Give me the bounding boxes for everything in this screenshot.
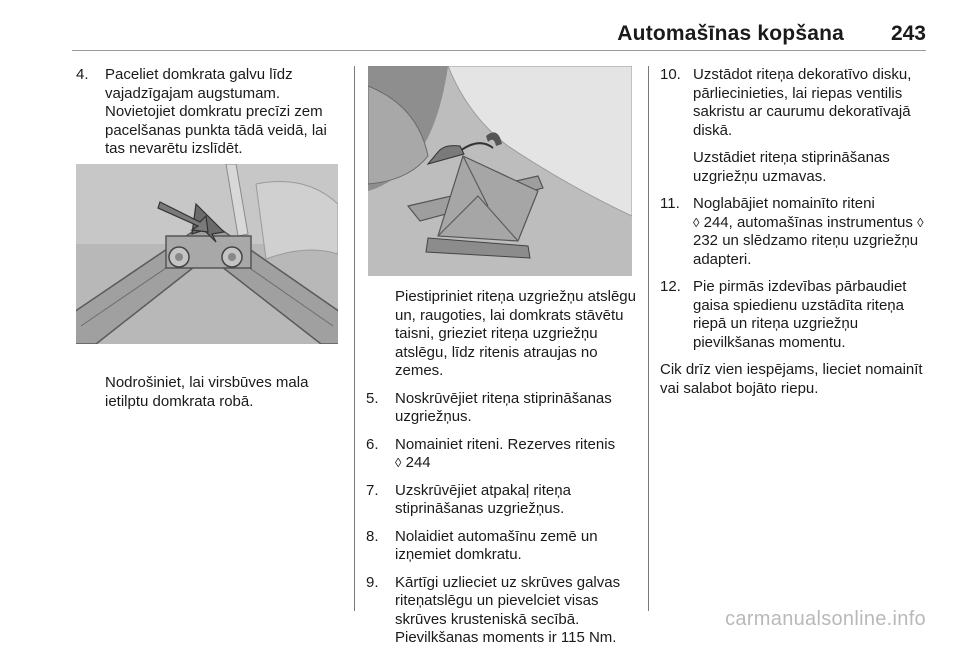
- step-number: 11.: [660, 195, 680, 212]
- step-number: 6.: [366, 435, 379, 453]
- step-number: 7.: [366, 481, 379, 499]
- step-number: 12.: [660, 278, 681, 295]
- step-text: Kārtīgi uzlieciet uz skrūves galvas riteņatslēgu un pievelciet visas skrūves krusteniskā secībā. Pievilkšanas moments ir 115 Nm.: [395, 573, 621, 646]
- jack-head-illustration: [76, 164, 338, 344]
- cross-reference-icon: ◊: [693, 214, 700, 230]
- step-text: Uzstādot riteņa dekoratīvo disku, pārliecinieties, lai riepas ventilis sakristu ar caurumu dekoratīvajā diskā.: [693, 66, 912, 139]
- column-3: [660, 66, 930, 407]
- column-1: [76, 66, 348, 168]
- column-2: [366, 288, 640, 657]
- cross-reference-icon: ◊: [917, 214, 924, 230]
- cross-reference-icon: ◊: [395, 455, 402, 470]
- step-text: Pie pirmās izdevības pārbaudiet gaisa spiedienu uzstādīta riteņa riepā un riteņa uzgriežņu pievilkšanas momentu.: [693, 278, 907, 351]
- column-divider: [354, 66, 355, 611]
- page-reference-link[interactable]: 244: [401, 454, 431, 471]
- step-number: 8.: [366, 527, 379, 545]
- step-8: [366, 528, 640, 565]
- step-12: [660, 278, 930, 352]
- step-9: [366, 574, 640, 648]
- page-header: [72, 22, 926, 50]
- step-number: 4.: [76, 66, 89, 83]
- step-text[interactable]: 244, automašīnas instrumentus: [699, 213, 918, 231]
- page-number: 243: [890, 22, 926, 45]
- step-11: [660, 195, 930, 269]
- jack-wrench-illustration: [368, 66, 632, 276]
- section-title: Automašīnas kopšana: [617, 22, 844, 45]
- closing-note: Cik drīz vien iespējams, lieciet nomainīt vai salabot bojāto riepu.: [660, 361, 923, 397]
- watermark: carmanualsonline.info: [725, 608, 926, 630]
- step-text: Nolaidiet automašīnu zemē un izņemiet domkratu.: [395, 527, 598, 563]
- step-text: Noskrūvējiet riteņa stiprināšanas uzgriežņus.: [395, 389, 612, 425]
- step-number: 5.: [366, 389, 379, 407]
- figure-caption: Piestipriniet riteņa uzgriežņu atslēgu un, raugoties, lai domkrats stāvētu taisni, grieziet riteņa uzgriežņu atslēgu, līdz ritenis atraujas no zemes.: [395, 288, 636, 379]
- step-text: Uzskrūvējiet atpakaļ riteņa stiprināšanas uzgriežņus.: [395, 481, 571, 517]
- step-number: 9.: [366, 573, 379, 591]
- step-5: [366, 390, 640, 427]
- step-text: Nomainiet riteni. Rezerves ritenis: [395, 435, 616, 453]
- step-text: Paceliet domkrata galvu līdz vajadzīgajam augstumam. Novietojiet domkratu precīzi zem pacelšanas punkta tādā veidā, lai tas nevarētu izslīdēt.: [105, 66, 327, 157]
- step-text: Noglabājiet nomainīto riteni: [693, 195, 875, 212]
- header-rule: [72, 50, 926, 51]
- column-divider: [648, 66, 649, 611]
- step-number: 10.: [660, 66, 681, 83]
- step-text[interactable]: 232 un slēdzamo riteņu uzgriežņu adapteri.: [693, 232, 919, 268]
- step-10: [660, 66, 930, 140]
- step-4: [76, 66, 348, 159]
- step-7: [366, 482, 640, 519]
- step-10-subtext: Uzstādiet riteņa stiprināšanas uzgriežņu uzmavas.: [693, 149, 890, 185]
- step-6: [366, 436, 640, 473]
- figure-caption: Nodrošiniet, lai virsbūves mala ietilptu domkrata robā.: [105, 374, 309, 410]
